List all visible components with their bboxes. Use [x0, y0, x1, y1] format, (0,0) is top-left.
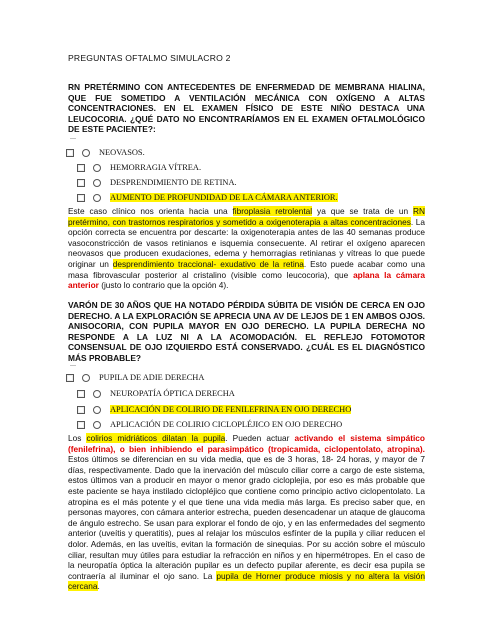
text-run: . — [97, 581, 100, 592]
radio-button[interactable] — [93, 179, 101, 187]
radio-button[interactable] — [93, 406, 101, 414]
checkbox[interactable] — [66, 374, 74, 382]
q2-option-1[interactable] — [66, 373, 204, 382]
dash-mark: — — [70, 363, 76, 369]
checkbox[interactable] — [77, 406, 85, 414]
q2-option-2[interactable] — [77, 389, 235, 398]
checkbox[interactable] — [77, 164, 85, 172]
option-label: APLICACIÓN DE COLIRIO CICLOPLÉJICO EN OJO DERECHO — [110, 420, 343, 429]
option-label: NEOVASOS. — [99, 148, 145, 157]
q2-explanation — [68, 433, 425, 592]
option-label: PUPILA DE ADIE DERECHA — [99, 373, 205, 382]
checkbox[interactable] — [77, 421, 85, 429]
radio-button[interactable] — [93, 194, 101, 202]
option-label-highlighted: APLICACIÓN DE COLIRIO DE FENILEFRINA EN OJO DERECHO — [110, 405, 352, 414]
q2-option-4[interactable] — [77, 420, 342, 429]
checkbox[interactable] — [77, 179, 85, 187]
highlight: colirios midriáticos dilatan la pupila — [86, 433, 226, 443]
document-title: PREGUNTAS OFTALMO SIMULACRO 2 — [68, 53, 231, 63]
q1-option-2[interactable] — [77, 163, 201, 172]
radio-button[interactable] — [93, 390, 101, 398]
highlight: desprendimiento traccional- exudativo de la retina — [112, 258, 304, 269]
text-run: . La opción correcta se encuentra por descarte: la oxigenoterapia antes de las 40 semanas produce vasoconstricción de vasos retinianos e isquemia consecuente. Al retirar el oxígeno aparecen neovasos que producen exudaciones, edema y hemorragias retinianas y vítreas lo que puede originar un — [68, 216, 425, 269]
radio-button[interactable] — [93, 421, 101, 429]
checkbox[interactable] — [66, 149, 74, 157]
option-label: NEUROPATÍA ÓPTICA DERECHA — [110, 389, 235, 398]
dash-mark: — — [70, 136, 76, 142]
text-run: . Esto puede acabar como una masa fibrovascular posterior al cristalino (visible como leucocoria), que — [68, 258, 425, 280]
highlight: pupila de Horner produce miosis y no altera la visión cercana — [68, 570, 425, 592]
red-emphasis: activando el sistema simpático (fenilefrina), o bien inhibiendo el parasimpático (tropicamida, ciclopentolato, atropina). — [68, 433, 425, 454]
text-run: Los — [68, 433, 87, 443]
question-1-text: RN PRETÉRMINO CON ANTECEDENTES DE ENFERMEDAD DE MEMBRANA HIALINA, QUE FUE SOMETIDO A VENTILACIÓN MECÁNICA CON OXÍGENO A ALTAS CONCENTRACIONES. EN EL EXAMEN FÍSICO DE ESTE NIÑO DESTACA UNA LEUCOCORIA. ¿QUÉ DATO NO ENCONTRARÍAMOS EN EL EXAMEN OFTALMOLÓGICO DE ESTE PACIENTE?: — [68, 82, 425, 135]
radio-button[interactable] — [82, 374, 90, 382]
text-run: Este caso clínico nos orienta hacia una — [68, 206, 233, 216]
q1-option-4[interactable] — [77, 193, 338, 202]
radio-button[interactable] — [93, 164, 101, 172]
q2-option-3[interactable] — [77, 405, 351, 414]
radio-button[interactable] — [82, 149, 90, 157]
q1-option-3[interactable] — [77, 178, 237, 187]
highlight: fibroplasia retrolental — [232, 206, 313, 216]
q1-explanation — [68, 206, 425, 291]
checkbox[interactable] — [77, 390, 85, 398]
red-emphasis: aplana la cámara anterior — [68, 269, 425, 291]
text-run: . Pueden actuar — [225, 433, 295, 443]
checkbox[interactable] — [77, 194, 85, 202]
text-run: (justo lo contrario que la opción 4). — [98, 280, 229, 291]
q1-option-1[interactable] — [66, 148, 145, 157]
text-run: Estos últimos se diferencian en su vida media, que es de 3 horas, 18- 24 horas, y mayor de 7 días, respectivamente. Dado que la inervación del músculo ciliar corre a cargo de este sistema, estos últimos van a producir en mayor o menor grado cicloplejia, por eso es más probable que este paciente se haya instilado ciclopléjico que contiene como principio activo ciclopentolato. La atropina es el más potente y el que tiene una vida media más larga. Es preciso saber que, en personas mayores, con cámara anterior estrecha, pueden desencadenar un ataque de glaucoma de ángulo estrecho. Se usan para explorar el fondo de ojo, y en las enfermedades del segmento anterior (uveítis y queratitis), pues al relajar los músculos esfínter de la pupila y ciliar reducen el dolor. Además, en las uveítis, evitan la formación de sinequias. Por su acción sobre el músculo ciliar, resultan muy útiles para estudiar la refracción en niños y en hipermétropes. En el caso de la neuropatía óptica la alteración pupilar es un defecto pupilar aferente, es decir esa pupila se contraería al iluminar el ojo sano. La — [68, 454, 425, 581]
question-2-text: VARÓN DE 30 AÑOS QUE HA NOTADO PÉRDIDA SÚBITA DE VISIÓN DE CERCA EN OJO DERECHO. A LA EXPLORACIÓN SE APRECIA UNA AV DE LEJOS DE 1 EN AMBOS OJOS. ANISOCORIA, CON PUPILA MAYOR EN OJO DERECHO. LA PUPILA DERECHA NO RESPONDE A LA LUZ NI A LA ACOMODACIÓN. EL REFLEJO FOTOMOTOR CONSENSUAL DE OJO IZQUIERDO ESTÁ CONSERVADO. ¿CUÁL ES EL DIAGNÓSTICO MÁS PROBABLE? — [68, 300, 425, 363]
option-label: DESPRENDIMIENTO DE RETINA. — [110, 178, 237, 187]
text-run: ya que se trata de un — [312, 206, 413, 216]
option-label: HEMORRAGIA VÍTREA. — [110, 163, 202, 172]
highlight: RN pretérmino, con trastornos respiratorios y sometido a oxigenoterapia a altas concentraciones — [68, 206, 425, 227]
option-label-highlighted: AUMENTO DE PROFUNDIDAD DE LA CÁMARA ANTERIOR. — [110, 193, 338, 202]
